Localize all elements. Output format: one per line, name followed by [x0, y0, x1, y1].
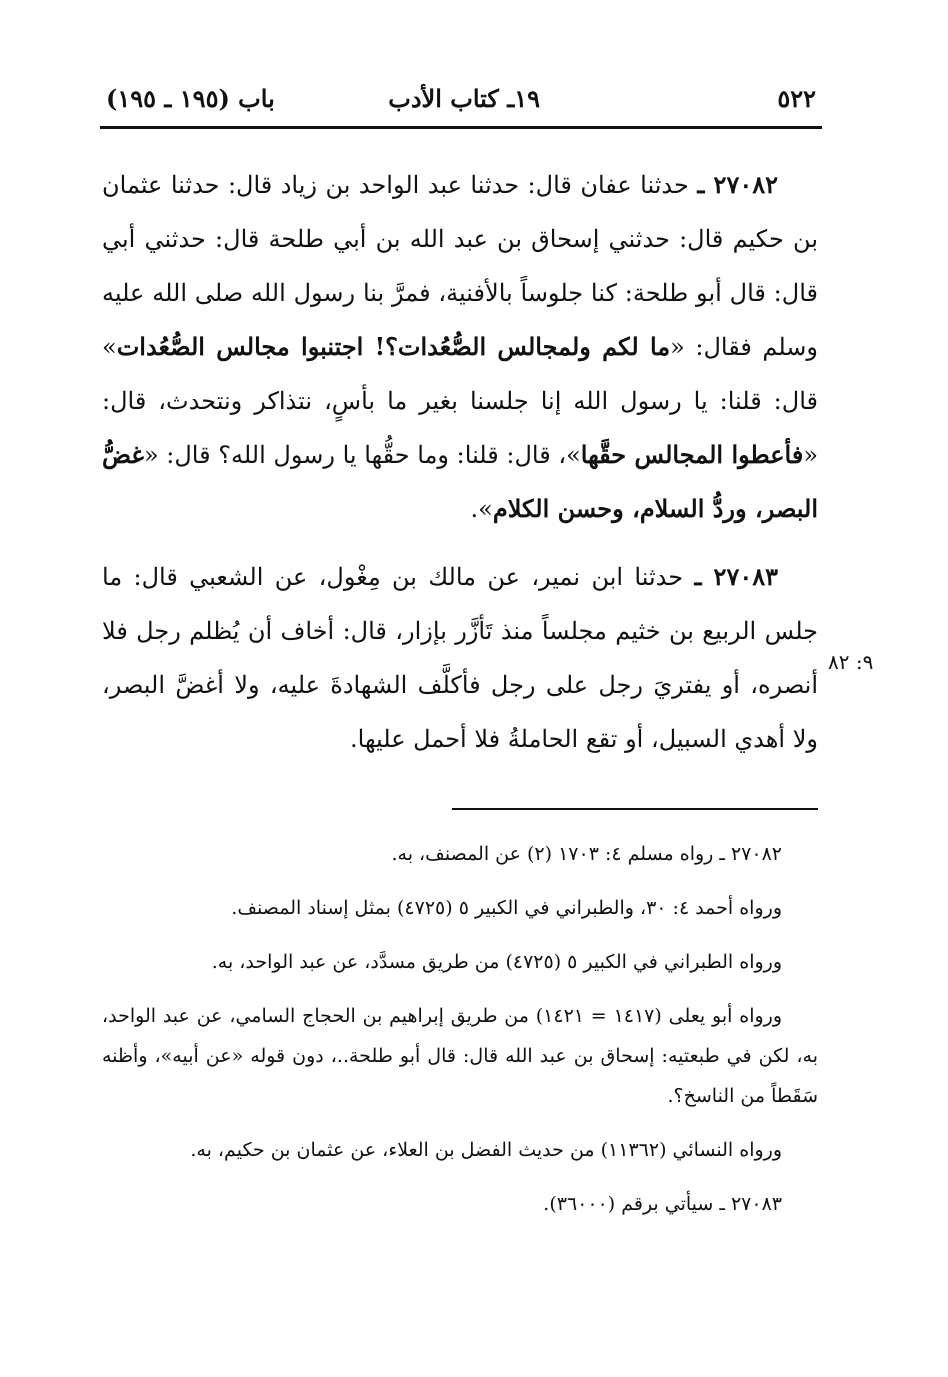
- book-title: ١٩ـ كتاب الأدب: [388, 84, 540, 113]
- footnote: ٢٧٠٨٢ ـ رواه مسلم ٤: ١٧٠٣ (٢) عن المصنف، به.: [391, 843, 782, 865]
- footnote: ورواه الطبراني في الكبير ٥ (٤٧٢٥) من طريق مسدَّد، عن عبد الواحد، به.: [211, 951, 782, 973]
- hadith-text: » قال: قلنا: يا رسول الله إنا جلسنا بغير ما بأسٍ، نتذاكر ونتحدث، قال: «: [102, 333, 818, 469]
- hadith-text: ».: [470, 495, 493, 523]
- footnote: ٢٧٠٨٣ ـ سيأتي برقم (٣٦٠٠٠).: [543, 1193, 782, 1215]
- chapter-title: باب (١٩٥ ـ ١٩٥): [106, 84, 275, 113]
- hadith-quote: ما لكم ولمجالس الصُّعُدات؟! اجتنبوا مجالس الصُّعُدات: [116, 332, 671, 361]
- hadith-quote: غضُّ البصر، وردُّ السلام، وحسن الكلام: [102, 440, 818, 523]
- margin-reference: ٩: ٨٢: [828, 650, 874, 674]
- hadith-number: ٢٧٠٨٢ ـ: [697, 170, 778, 199]
- hadith-text: حدثنا ابن نمير، عن مالك بن مِغْول، عن الشعبي قال: ما جلس الربيع بن خثيم مجلساً منذ تَأزَّر بإزار، قال: أخاف أن يُظلم رجل فلا أنصره، أو يفتريَ رجل على رجل فأكلَّف الشهادةَ عليه، ولا أغضَّ البصر، ولا أهدي السبيل، أو تقع الحاملةُ فلا أحمل عليها.: [102, 563, 818, 753]
- hadith-paragraph: [102, 158, 818, 536]
- footnote-divider: [452, 808, 818, 810]
- hadith-text: حدثنا عفان قال: حدثنا عبد الواحد بن زياد قال: حدثنا عثمان بن حكيم قال: حدثني إسحاق بن عبد الله بن أبي طلحة قال: حدثني أبي قال: قال أبو طلحة: كنا جلوساً بالأفنية، فمرَّ بنا رسول الله صلى الله عليه وسلم فقال: «: [102, 171, 818, 361]
- hadith-number: ٢٧٠٨٣ ـ: [694, 562, 778, 591]
- hadith-paragraph: [102, 550, 818, 766]
- main-text: [102, 158, 818, 780]
- header-divider: [100, 126, 822, 129]
- footnote: ورواه أحمد ٤: ٣٠، والطبراني في الكبير ٥ (٤٧٢٥) بمثل إسناد المصنف.: [231, 897, 782, 919]
- hadith-quote: فأعطوا المجالس حقَّها: [580, 440, 804, 469]
- hadith-text: »، قال: قلنا: وما حقُّها يا رسول الله؟ قال: «: [143, 441, 581, 469]
- footnote: ورواه النسائي (١١٣٦٢) من حديث الفضل بن العلاء، عن عثمان بن حكيم، به.: [190, 1139, 782, 1161]
- footnotes: [102, 834, 818, 1238]
- page-number: ٥٢٢: [777, 84, 816, 113]
- footnote: ورواه أبو يعلى (١٤١٧ = ١٤٢١) من طريق إبراهيم بن الحجاج السامي، عن عبد الواحد، به، لكن في طبعتيه: إسحاق بن عبد الله قال: قال أبو طلحة..، دون قوله «عن أبيه»، وأظنه سَقَطاً من الناسخ؟.: [102, 1005, 818, 1107]
- page-header: [100, 78, 822, 122]
